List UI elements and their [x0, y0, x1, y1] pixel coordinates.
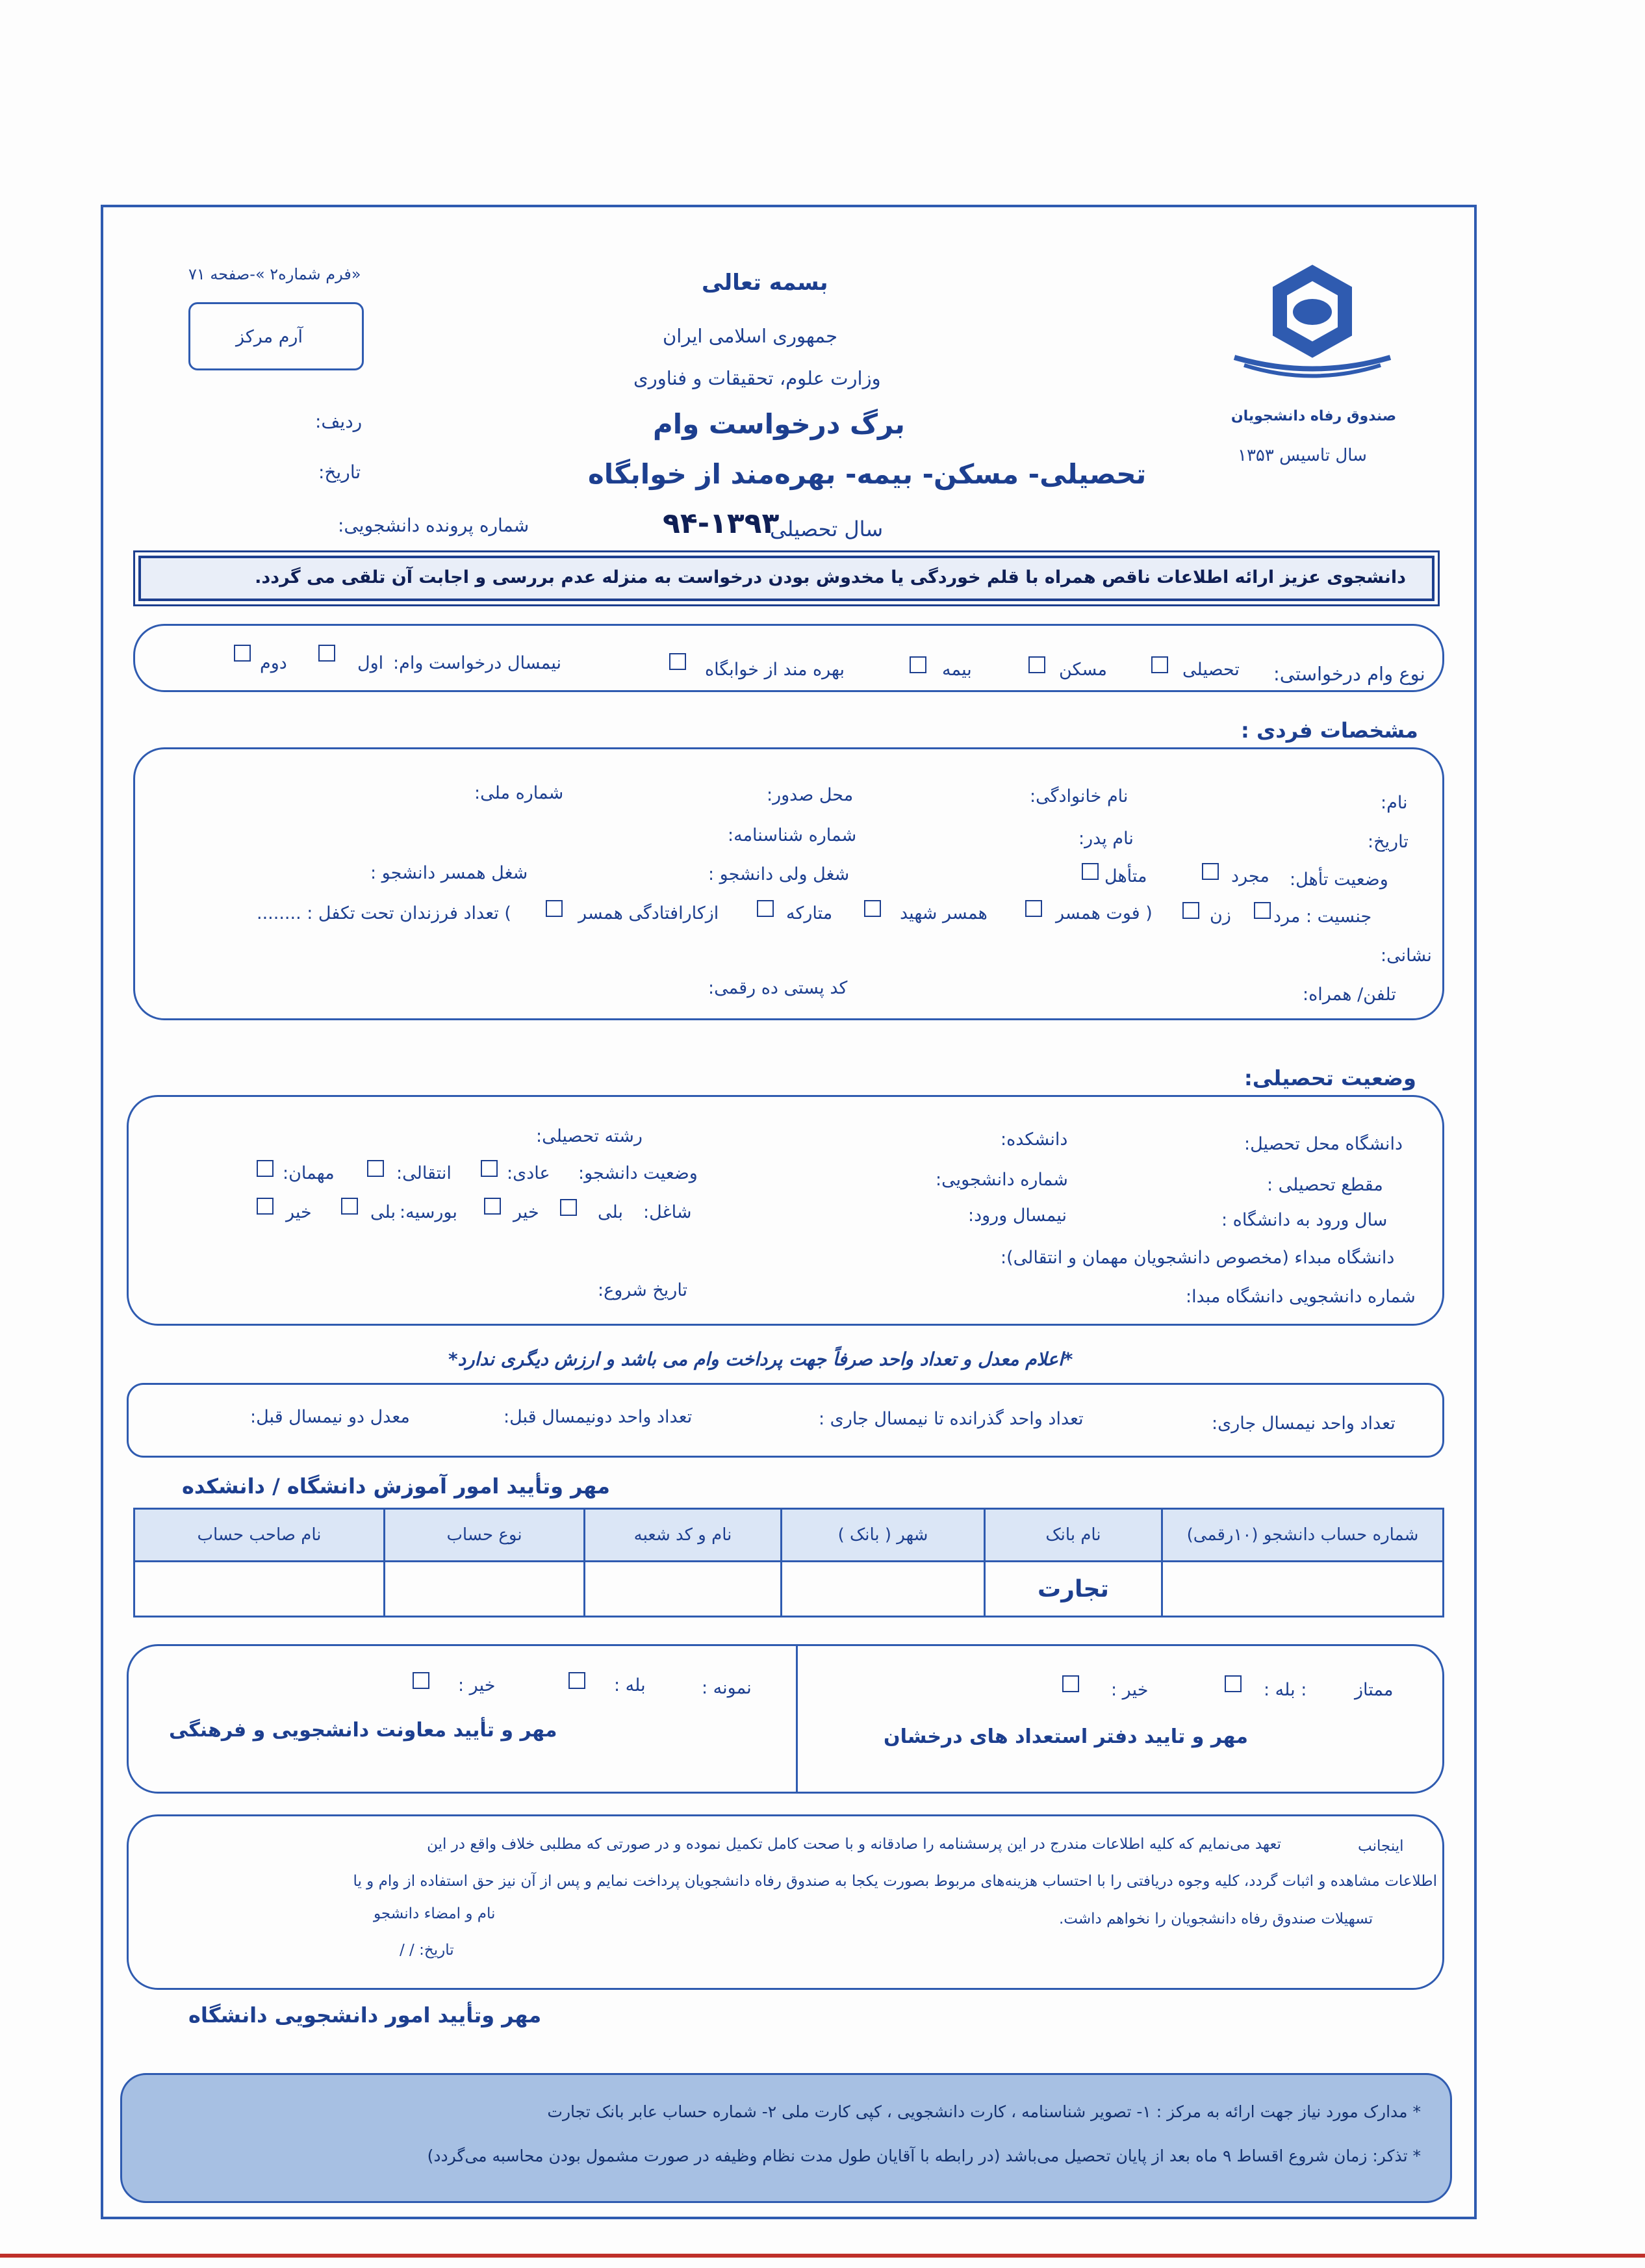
- pledge-undersigned: اینجانب: [1358, 1838, 1404, 1855]
- outstanding-no-label: خیر :: [1111, 1680, 1149, 1700]
- scholarship-label: بورسیه:: [400, 1202, 457, 1222]
- gender-male-label: جنسیت : مرد: [1273, 907, 1372, 927]
- faculty-stamp-title: مهر وتأیید امور آموزش دانشگاه / دانشکده: [182, 1474, 610, 1499]
- marital-status-label: وضعیت تأهل:: [1290, 870, 1388, 890]
- employed-no-checkbox[interactable]: [484, 1198, 501, 1215]
- semester-second-label: دوم: [260, 653, 287, 673]
- single-label: مجرد: [1231, 866, 1269, 886]
- date-label: تاریخ:: [318, 461, 361, 483]
- warning-notice: [138, 556, 1435, 601]
- option-education-checkbox[interactable]: [1151, 656, 1168, 673]
- university-label: دانشگاه محل تحصیل:: [1244, 1134, 1403, 1154]
- outstanding-no-checkbox[interactable]: [1062, 1675, 1079, 1692]
- academic-year-value: ۹۴-۱۳۹۳: [663, 507, 780, 540]
- founded-year: سال تاسیس ۱۳۵۳: [1238, 446, 1367, 465]
- talent-office-stamp: مهر و تایید دفتر استعداد های درخشان: [884, 1725, 1248, 1748]
- employed-label: شاغل:: [643, 1202, 692, 1222]
- children-count-label: ) تعداد فرزندان تحت تکفل : ........: [257, 903, 511, 923]
- cell-bank-city[interactable]: [782, 1562, 985, 1617]
- pledge-date-label: تاریخ: / /: [400, 1942, 454, 1959]
- semester-label: نیمسال درخواست وام:: [393, 653, 562, 673]
- normal-checkbox[interactable]: [481, 1160, 498, 1177]
- employed-yes-label: بلی: [598, 1202, 623, 1222]
- option-housing-label: مسکن: [1059, 660, 1108, 680]
- bottom-edge-line: [0, 2254, 1645, 2258]
- file-number-label: شماره پرونده دانشجویی:: [338, 515, 529, 536]
- name-label: نام:: [1381, 793, 1408, 813]
- phone-label: تلفن/ همراه:: [1303, 985, 1396, 1005]
- origin-student-number-label: شماره دانشجویی دانشگاه مبدا:: [1186, 1287, 1416, 1307]
- semester-first-label: اول: [357, 653, 384, 673]
- guest-label: مهمان:: [283, 1163, 335, 1183]
- approval-divider: [796, 1644, 798, 1794]
- separated-checkbox[interactable]: [757, 900, 774, 917]
- exemplary-yes-label: بله :: [614, 1675, 646, 1695]
- disabled-spouse-label: ازکارافتادگی همسر: [578, 903, 719, 923]
- start-date-label: تاریخ شروع:: [598, 1280, 688, 1300]
- ministry-name: وزارت علوم، تحقیقات و فناوری: [633, 367, 881, 389]
- row-label: ردیف:: [315, 411, 363, 432]
- exemplary-no-label: خیر :: [458, 1675, 496, 1695]
- transfer-checkbox[interactable]: [367, 1160, 384, 1177]
- disabled-spouse-checkbox[interactable]: [546, 900, 563, 917]
- documents-line-1: * مدارک مورد نیاز جهت ارائه به مرکز : ۱- تصویر شناسنامه ، کارت دانشجویی ، کپی کارت ملی ۲- شماره حساب عابر بانک تجارت: [547, 2102, 1421, 2121]
- personal-section-title: مشخصات فردی :: [1241, 718, 1418, 743]
- married-label: متأهل: [1104, 866, 1147, 886]
- form-title: برگ درخواست وام: [653, 408, 905, 440]
- scholarship-no-checkbox[interactable]: [257, 1198, 274, 1215]
- student-number-label: شماره دانشجویی:: [936, 1170, 1068, 1190]
- pledge-line-2: اطلاعات مشاهده و اثبات گردد، کلیه وجوه دریافتی را با احتساب هزینه‌های مربوط بصورت یکجا به صندوق رفاه دانشجویان پرداخت نمایم و پس از آن نیز حق استفاده از وام و یا: [353, 1873, 1437, 1890]
- country-name: جمهوری اسلامی ایران: [663, 325, 838, 347]
- academic-year-label: سال تحصیلی: [770, 517, 884, 541]
- origin-university-label: دانشگاه مبداء (مخصوص دانشجویان مهمان و انتقالی):: [1001, 1248, 1395, 1268]
- header-account-holder: نام صاحب حساب: [134, 1509, 385, 1562]
- stamp-label: آرم مرکز: [236, 327, 303, 347]
- spouse-death-checkbox[interactable]: [1025, 900, 1042, 917]
- documents-line-2: * تذکر: زمان شروع اقساط ۹ ماه بعد از پایان تحصیل می‌باشد (در رابطه با آقایان طول مدت نظام وظیفه در صورت مشمول بودن محاسبه می‌گردد): [427, 2146, 1421, 2165]
- required-documents-box: [120, 2073, 1452, 2203]
- spouse-job-label: شغل همسر دانشجو :: [370, 863, 528, 883]
- exemplary-yes-checkbox[interactable]: [568, 1672, 585, 1689]
- bank-table-header-row: [134, 1509, 1444, 1562]
- martyr-spouse-checkbox[interactable]: [864, 900, 881, 917]
- pledge-line-1: تعهد می‌نمایم که کلیه اطلاعات مندرج در این پرسشنامه را صادقانه و با صحت کامل تکمیل نموده و در صورتی که مطلبی خلاف واقع در این: [427, 1836, 1281, 1853]
- logo-org-name: صندوق رفاه دانشجویان: [1231, 408, 1397, 424]
- option-dormitory-label: بهره مند از خوابگاه: [705, 660, 845, 680]
- header-bank-city: شهر ( بانک ): [782, 1509, 985, 1562]
- center-stamp-box: [188, 302, 364, 370]
- gpa-label: معدل دو نیمسال قبل:: [250, 1407, 410, 1427]
- current-units-label: تعداد واحد نیمسال جاری:: [1212, 1413, 1396, 1434]
- university-stamp-title: مهر وتأیید امور دانشجویی دانشگاه: [188, 2003, 542, 2028]
- employed-no-label: خیر: [513, 1202, 539, 1222]
- loan-types-title: تحصیلی- مسکن- بیمه- بهره‌مند از خوابگاه: [588, 458, 1147, 490]
- student-welfare-fund-logo: [1215, 260, 1410, 429]
- outstanding-yes-checkbox[interactable]: [1225, 1675, 1242, 1692]
- faculty-label: دانشکده:: [1001, 1129, 1068, 1150]
- martyr-spouse-label: همسر شهید: [900, 903, 988, 923]
- academic-section-title: وضعیت تحصیلی:: [1244, 1066, 1416, 1090]
- semester-first-checkbox[interactable]: [318, 645, 335, 662]
- loan-type-label: نوع وام درخواستی:: [1273, 663, 1425, 685]
- married-checkbox[interactable]: [1082, 863, 1099, 880]
- option-dormitory-checkbox[interactable]: [669, 653, 686, 670]
- notice-text: دانشجوی عزیز ارائه اطلاعات ناقص همراه با قلم خوردگی یا مخدوش بودن درخواست به منزله عدم بررسی و اجابت آن تلقی می گردد.: [255, 567, 1406, 587]
- logo-emblem-icon: [1215, 260, 1410, 390]
- employed-yes-checkbox[interactable]: [560, 1199, 577, 1216]
- passed-units-label: تعداد واحد گذرانده تا نیمسال جاری :: [819, 1409, 1084, 1429]
- cell-account-type[interactable]: [385, 1562, 585, 1617]
- option-housing-checkbox[interactable]: [1028, 656, 1045, 673]
- header-bank-name: نام بانک: [985, 1509, 1162, 1562]
- option-insurance-checkbox[interactable]: [910, 656, 926, 673]
- outstanding-label: ممتاز: [1355, 1680, 1394, 1700]
- exemplary-no-checkbox[interactable]: [413, 1672, 429, 1689]
- outstanding-yes-label: : بله :: [1264, 1680, 1307, 1700]
- entry-semester-label: نیمسال ورود:: [968, 1205, 1067, 1226]
- national-id-label: شماره ملی:: [474, 783, 564, 803]
- id-number-label: شماره شناسنامه:: [728, 825, 857, 845]
- separated-label: متارکه: [786, 903, 833, 923]
- single-checkbox[interactable]: [1202, 863, 1219, 880]
- normal-label: عادی:: [507, 1163, 550, 1183]
- bank-table-row: [134, 1562, 1444, 1617]
- guest-checkbox[interactable]: [257, 1160, 274, 1177]
- student-status-label: وضعیت دانشجو:: [578, 1163, 698, 1183]
- option-education-label: تحصیلی: [1182, 660, 1240, 680]
- father-name-label: نام پدر:: [1078, 829, 1134, 849]
- semester-second-checkbox[interactable]: [234, 645, 251, 662]
- gpa-note: *اعلام معدل و تعداد واحد صرفاً جهت پرداخت وام می باشد و ارزش دیگری ندارد*: [448, 1348, 1073, 1370]
- guardian-job-label: شغل ولی دانشجو :: [708, 864, 850, 884]
- female-label: زن: [1210, 905, 1231, 925]
- option-insurance-label: بیمه: [942, 660, 972, 680]
- scholarship-yes-checkbox[interactable]: [341, 1198, 358, 1215]
- transfer-label: انتقالی:: [396, 1163, 452, 1183]
- basmala: بسمه تعالی: [702, 270, 828, 296]
- deputy-stamp: مهر و تأیید معاونت دانشجویی و فرهنگی: [169, 1719, 557, 1742]
- level-label: مقطع تحصیلی :: [1267, 1175, 1383, 1195]
- bank-account-table: [133, 1508, 1444, 1617]
- exemplary-label: نمونه :: [702, 1678, 752, 1698]
- entry-year-label: سال ورود به دانشگاه :: [1221, 1210, 1388, 1230]
- form-reference: «فرم شماره۲ »-صفحه ۷۱: [188, 265, 361, 283]
- previous-units-label: تعداد واحد دونیمسال قبل:: [504, 1407, 693, 1427]
- cell-account-number[interactable]: [1162, 1562, 1444, 1617]
- scholarship-yes-label: بلی: [370, 1202, 396, 1222]
- signature-label: نام و امضاء دانشجو: [374, 1905, 496, 1922]
- postal-code-label: کد پستی ده رقمی:: [708, 978, 848, 998]
- male-checkbox[interactable]: [1254, 902, 1271, 919]
- address-label: نشانی:: [1381, 946, 1432, 966]
- scholarship-no-label: خیر: [286, 1202, 312, 1222]
- header-account-number: شماره حساب دانشجو (۱۰رقمی): [1162, 1509, 1444, 1562]
- family-name-label: نام خانوادگی:: [1030, 786, 1129, 806]
- issue-place-label: محل صدور:: [767, 785, 854, 805]
- pledge-line-3: تسهیلات صندوق رفاه دانشجویان را نخواهم داشت.: [1059, 1911, 1373, 1927]
- cell-bank-name[interactable]: تجارت: [985, 1562, 1162, 1617]
- field-label: رشته تحصیلی:: [536, 1126, 643, 1146]
- header-account-type: نوع حساب: [385, 1509, 585, 1562]
- spouse-death-label: ( فوت همسر: [1056, 903, 1153, 923]
- date-field-label: تاریخ:: [1368, 832, 1409, 852]
- header-branch: نام و کد شعبه: [585, 1509, 782, 1562]
- cell-account-holder[interactable]: [134, 1562, 385, 1617]
- female-checkbox[interactable]: [1182, 902, 1199, 919]
- cell-branch[interactable]: [585, 1562, 782, 1617]
